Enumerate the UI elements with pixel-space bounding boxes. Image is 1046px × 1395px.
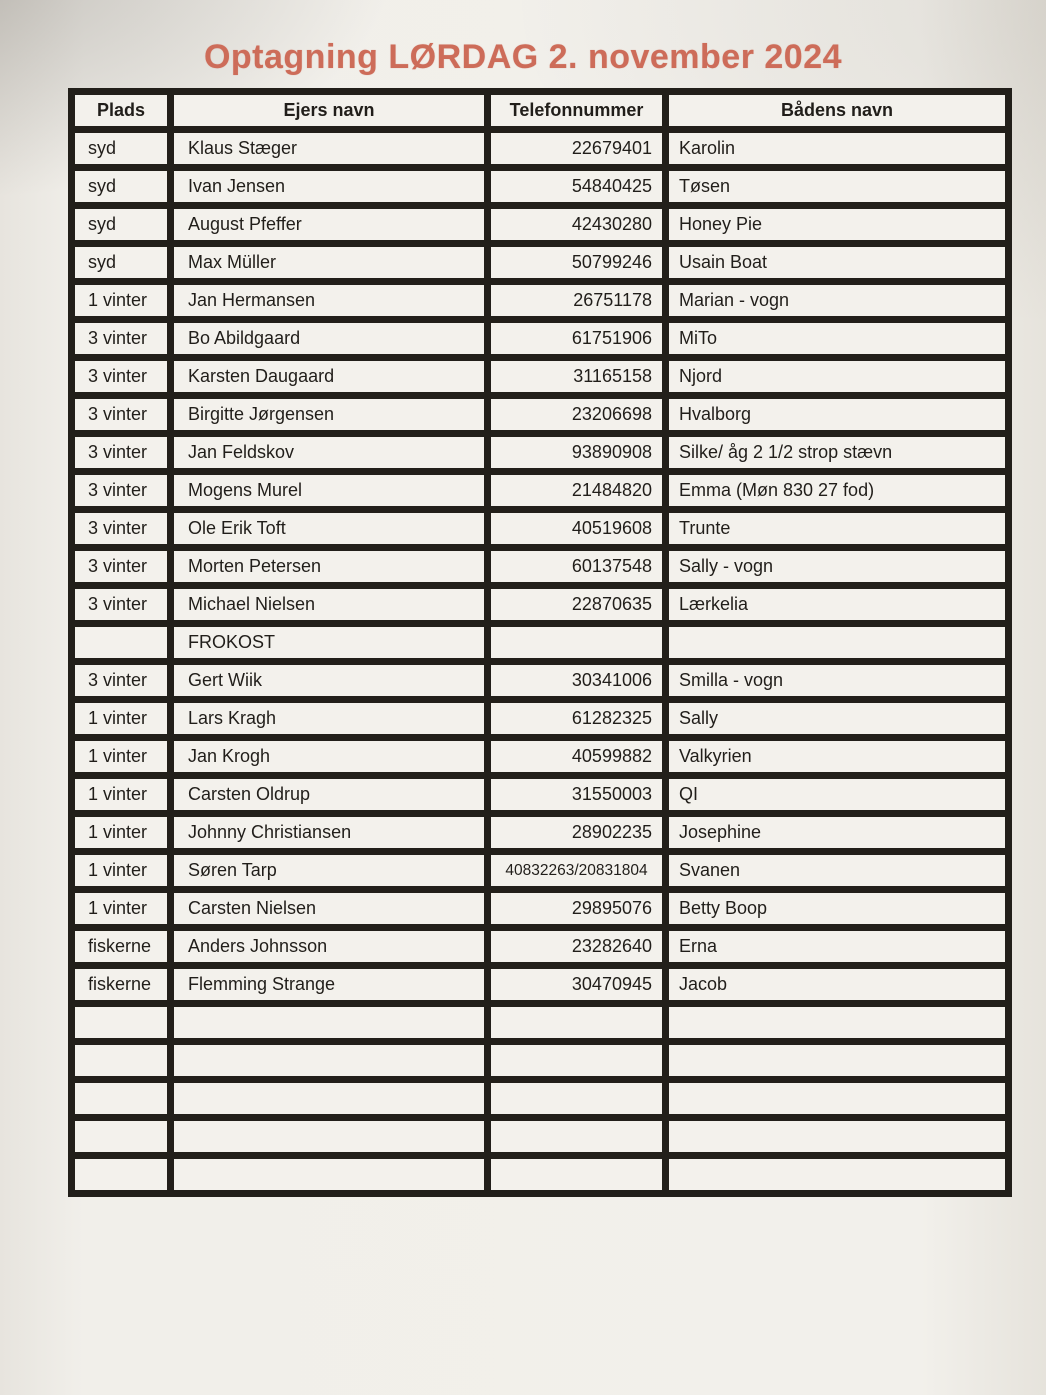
cell-boat-name: Tøsen bbox=[666, 168, 1009, 206]
cell-owner-name: Mogens Murel bbox=[171, 472, 488, 510]
cell-owner-name: August Pfeffer bbox=[171, 206, 488, 244]
column-header-boat-name: Bådens navn bbox=[666, 92, 1009, 130]
cell-boat-name: Usain Boat bbox=[666, 244, 1009, 282]
table-row bbox=[72, 510, 1009, 548]
column-header-phone-number: Telefonnummer bbox=[488, 92, 666, 130]
cell-plads bbox=[72, 1156, 171, 1194]
cell-plads: 1 vinter bbox=[72, 852, 171, 890]
cell-plads: syd bbox=[72, 130, 171, 168]
cell-owner-name: Johnny Christiansen bbox=[171, 814, 488, 852]
cell-boat-name: Erna bbox=[666, 928, 1009, 966]
cell-phone-number: 54840425 bbox=[488, 168, 666, 206]
cell-phone-number: 23282640 bbox=[488, 928, 666, 966]
table-row bbox=[72, 1080, 1009, 1118]
cell-owner-name bbox=[171, 1042, 488, 1080]
cell-phone-number: 22679401 bbox=[488, 130, 666, 168]
cell-boat-name bbox=[666, 1118, 1009, 1156]
table-row bbox=[72, 700, 1009, 738]
table-row bbox=[72, 244, 1009, 282]
cell-phone-number: 93890908 bbox=[488, 434, 666, 472]
cell-plads: 1 vinter bbox=[72, 776, 171, 814]
cell-phone-number bbox=[488, 624, 666, 662]
cell-boat-name: Sally - vogn bbox=[666, 548, 1009, 586]
cell-owner-name: Gert Wiik bbox=[171, 662, 488, 700]
column-header-owner-name: Ejers navn bbox=[171, 92, 488, 130]
cell-plads: 3 vinter bbox=[72, 586, 171, 624]
table-row bbox=[72, 852, 1009, 890]
cell-owner-name: Morten Petersen bbox=[171, 548, 488, 586]
table-row bbox=[72, 890, 1009, 928]
cell-plads: syd bbox=[72, 244, 171, 282]
table-header-row bbox=[72, 92, 1009, 130]
cell-plads: 3 vinter bbox=[72, 396, 171, 434]
cell-plads: 1 vinter bbox=[72, 814, 171, 852]
cell-plads: 3 vinter bbox=[72, 472, 171, 510]
boat-table-body bbox=[72, 130, 1009, 1194]
table-row bbox=[72, 966, 1009, 1004]
cell-boat-name: Smilla - vogn bbox=[666, 662, 1009, 700]
table-row bbox=[72, 1118, 1009, 1156]
cell-plads bbox=[72, 1004, 171, 1042]
cell-boat-name: Emma (Møn 830 27 fod) bbox=[666, 472, 1009, 510]
cell-plads: syd bbox=[72, 168, 171, 206]
table-row bbox=[72, 928, 1009, 966]
table-row bbox=[72, 814, 1009, 852]
cell-boat-name bbox=[666, 1156, 1009, 1194]
cell-boat-name: Marian - vogn bbox=[666, 282, 1009, 320]
cell-owner-name: Jan Hermansen bbox=[171, 282, 488, 320]
cell-phone-number bbox=[488, 1156, 666, 1194]
cell-plads: 3 vinter bbox=[72, 320, 171, 358]
table-row bbox=[72, 624, 1009, 662]
table-row bbox=[72, 776, 1009, 814]
cell-phone-number: 42430280 bbox=[488, 206, 666, 244]
cell-plads bbox=[72, 1080, 171, 1118]
cell-owner-name: Ivan Jensen bbox=[171, 168, 488, 206]
cell-boat-name bbox=[666, 1080, 1009, 1118]
cell-owner-name: FROKOST bbox=[171, 624, 488, 662]
cell-owner-name: Ole Erik Toft bbox=[171, 510, 488, 548]
table-row bbox=[72, 282, 1009, 320]
cell-phone-number: 30470945 bbox=[488, 966, 666, 1004]
table-row bbox=[72, 358, 1009, 396]
cell-plads: 1 vinter bbox=[72, 282, 171, 320]
cell-owner-name bbox=[171, 1156, 488, 1194]
cell-owner-name: Carsten Oldrup bbox=[171, 776, 488, 814]
cell-owner-name bbox=[171, 1118, 488, 1156]
cell-owner-name: Lars Kragh bbox=[171, 700, 488, 738]
cell-phone-number: 40519608 bbox=[488, 510, 666, 548]
boat-haulout-table bbox=[68, 88, 1012, 1197]
cell-owner-name: Flemming Strange bbox=[171, 966, 488, 1004]
cell-owner-name: Birgitte Jørgensen bbox=[171, 396, 488, 434]
cell-owner-name: Michael Nielsen bbox=[171, 586, 488, 624]
cell-plads bbox=[72, 624, 171, 662]
table-row bbox=[72, 1042, 1009, 1080]
cell-plads: 3 vinter bbox=[72, 510, 171, 548]
cell-owner-name: Søren Tarp bbox=[171, 852, 488, 890]
table-row bbox=[72, 586, 1009, 624]
cell-plads: 1 vinter bbox=[72, 700, 171, 738]
table-row bbox=[72, 320, 1009, 358]
table-row bbox=[72, 1156, 1009, 1194]
cell-phone-number bbox=[488, 1118, 666, 1156]
cell-boat-name bbox=[666, 1004, 1009, 1042]
cell-plads: syd bbox=[72, 206, 171, 244]
cell-phone-number: 23206698 bbox=[488, 396, 666, 434]
cell-boat-name: Betty Boop bbox=[666, 890, 1009, 928]
cell-phone-number: 31550003 bbox=[488, 776, 666, 814]
cell-phone-number: 21484820 bbox=[488, 472, 666, 510]
table-row bbox=[72, 434, 1009, 472]
table-row bbox=[72, 548, 1009, 586]
cell-phone-number: 40599882 bbox=[488, 738, 666, 776]
cell-owner-name: Klaus Stæger bbox=[171, 130, 488, 168]
table-row bbox=[72, 168, 1009, 206]
cell-plads: 1 vinter bbox=[72, 738, 171, 776]
table-row bbox=[72, 738, 1009, 776]
cell-phone-number: 31165158 bbox=[488, 358, 666, 396]
cell-owner-name: Jan Feldskov bbox=[171, 434, 488, 472]
cell-owner-name: Karsten Daugaard bbox=[171, 358, 488, 396]
cell-phone-number: 61751906 bbox=[488, 320, 666, 358]
cell-phone-number bbox=[488, 1004, 666, 1042]
cell-plads: 3 vinter bbox=[72, 662, 171, 700]
table-row bbox=[72, 396, 1009, 434]
cell-boat-name: Honey Pie bbox=[666, 206, 1009, 244]
cell-boat-name bbox=[666, 1042, 1009, 1080]
cell-boat-name: Njord bbox=[666, 358, 1009, 396]
cell-plads: 3 vinter bbox=[72, 358, 171, 396]
cell-boat-name: Hvalborg bbox=[666, 396, 1009, 434]
table-row bbox=[72, 1004, 1009, 1042]
cell-boat-name: Svanen bbox=[666, 852, 1009, 890]
cell-owner-name bbox=[171, 1004, 488, 1042]
cell-phone-number: 22870635 bbox=[488, 586, 666, 624]
cell-owner-name bbox=[171, 1080, 488, 1118]
cell-boat-name: Valkyrien bbox=[666, 738, 1009, 776]
cell-phone-number: 40832263/20831804 bbox=[488, 852, 666, 890]
cell-boat-name bbox=[666, 624, 1009, 662]
cell-owner-name: Bo Abildgaard bbox=[171, 320, 488, 358]
cell-plads bbox=[72, 1042, 171, 1080]
cell-boat-name: Sally bbox=[666, 700, 1009, 738]
cell-boat-name: Lærkelia bbox=[666, 586, 1009, 624]
cell-plads: fiskerne bbox=[72, 966, 171, 1004]
cell-phone-number bbox=[488, 1080, 666, 1118]
cell-plads bbox=[72, 1118, 171, 1156]
table-row bbox=[72, 662, 1009, 700]
cell-phone-number: 28902235 bbox=[488, 814, 666, 852]
cell-owner-name: Jan Krogh bbox=[171, 738, 488, 776]
cell-owner-name: Max Müller bbox=[171, 244, 488, 282]
cell-plads: 1 vinter bbox=[72, 890, 171, 928]
cell-boat-name: MiTo bbox=[666, 320, 1009, 358]
cell-boat-name: Trunte bbox=[666, 510, 1009, 548]
cell-phone-number: 29895076 bbox=[488, 890, 666, 928]
cell-phone-number bbox=[488, 1042, 666, 1080]
cell-phone-number: 50799246 bbox=[488, 244, 666, 282]
document-title: Optagning LØRDAG 2. november 2024 bbox=[203, 38, 843, 76]
cell-plads: fiskerne bbox=[72, 928, 171, 966]
cell-boat-name: Silke/ åg 2 1/2 strop stævn bbox=[666, 434, 1009, 472]
cell-plads: 3 vinter bbox=[72, 548, 171, 586]
cell-boat-name: Josephine bbox=[666, 814, 1009, 852]
table-row bbox=[72, 130, 1009, 168]
cell-phone-number: 26751178 bbox=[488, 282, 666, 320]
cell-boat-name: Karolin bbox=[666, 130, 1009, 168]
cell-boat-name: Jacob bbox=[666, 966, 1009, 1004]
cell-owner-name: Carsten Nielsen bbox=[171, 890, 488, 928]
table-row bbox=[72, 472, 1009, 510]
column-header-plads: Plads bbox=[72, 92, 171, 130]
cell-owner-name: Anders Johnsson bbox=[171, 928, 488, 966]
table-row bbox=[72, 206, 1009, 244]
cell-phone-number: 30341006 bbox=[488, 662, 666, 700]
cell-phone-number: 61282325 bbox=[488, 700, 666, 738]
cell-plads: 3 vinter bbox=[72, 434, 171, 472]
cell-boat-name: QI bbox=[666, 776, 1009, 814]
cell-phone-number: 60137548 bbox=[488, 548, 666, 586]
